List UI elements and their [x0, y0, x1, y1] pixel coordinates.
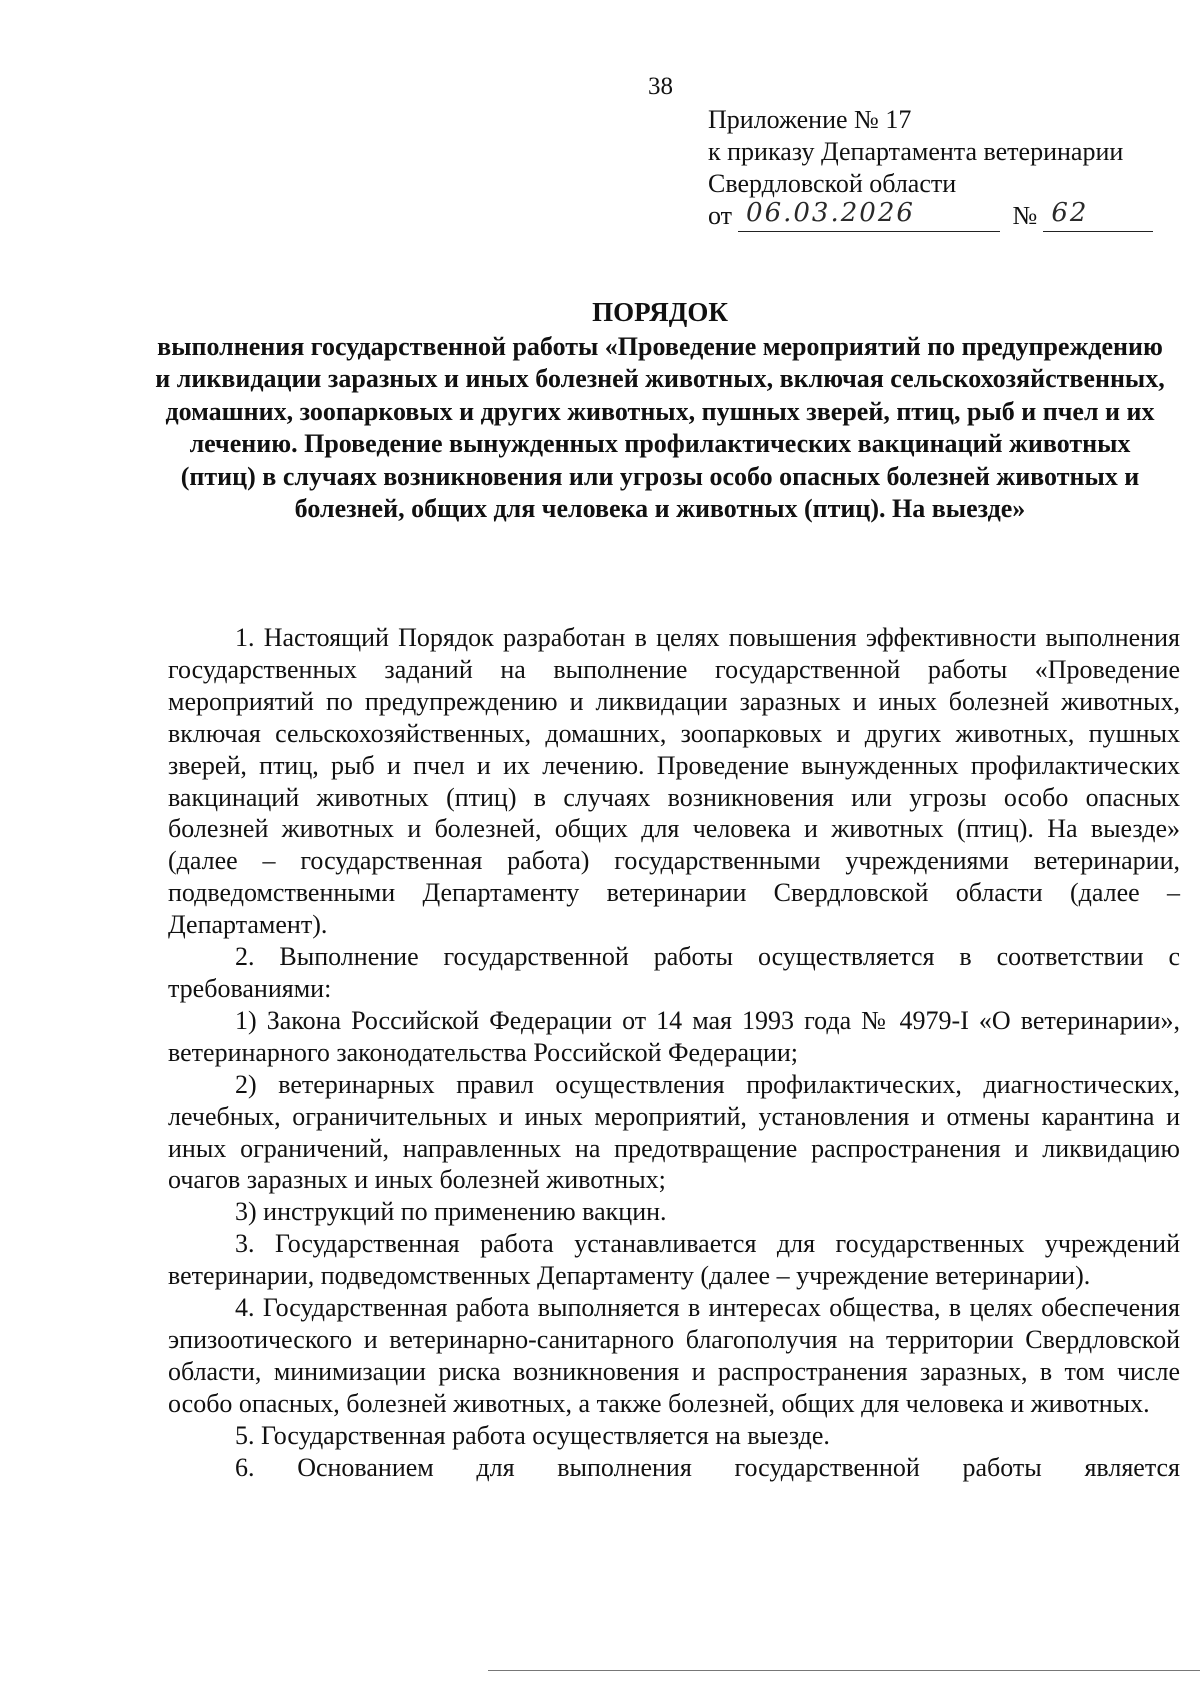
title-subtitle: выполнения государственной работы «Проведение мероприятий по предупреждению и ликвидации заразных и иных болезней животных, включая сельскохозяйственных, домашних, зоопарковых и других животных, пушных зверей, птиц, рыб и пчел и их лечению. Проведение вынужденных профилактических вакцинаций животных (птиц) в случаях возникновения или угрозы особо опасных болезней животных и болезней, общих для человека и животных (птиц). На выезде»: [155, 331, 1165, 523]
paragraph-6: 6. Основанием для выполнения государственной работы является: [235, 1452, 1180, 1482]
paragraph-2: 2. Выполнение государственной работы осуществляется в соответствии с требованиями:: [168, 942, 1180, 1003]
order-date-number-row: [708, 200, 1178, 232]
handwritten-number: 62: [1051, 198, 1089, 228]
handwritten-date: 06.03.2026: [746, 198, 915, 228]
page-number: 38: [648, 73, 673, 100]
paragraph-2-2: 2) ветеринарных правил осуществления профилактических, диагностических, лечебных, ограничительных и иных мероприятий, установления и отмены карантина и иных ограничений, направленных на предотвращение распространения и ликвидацию очагов заразных и иных болезней животных;: [168, 1069, 1180, 1195]
document-title: [150, 296, 1170, 526]
paragraph-2-3: 3) инструкций по применению вакцин.: [235, 1197, 667, 1227]
number-line: [1043, 198, 1153, 232]
date-prefix: от: [708, 201, 733, 230]
title-main: ПОРЯДОК: [592, 297, 728, 327]
number-prefix: №: [1012, 201, 1038, 230]
document-body: [168, 622, 1180, 1483]
paragraph-4: 4. Государственная работа выполняется в интересах общества, в целях обеспечения эпизоотического и ветеринарно-санитарного благополучия на территории Свердловской области, минимизации риска возникновения и распространения заразных, в том числе особо опасных, болезней животных, а также болезней, общих для человека и животных.: [168, 1293, 1180, 1418]
appendix-region: Свердловской области: [708, 169, 957, 198]
paragraph-2-1: 1) Закона Российской Федерации от 14 мая 1993 года № 4979-I «О ветеринарии», ветеринарного законодательства Российской Федерации;: [168, 1005, 1180, 1067]
date-line: [738, 198, 1000, 232]
paragraph-1: 1. Настоящий Порядок разработан в целях повышения эффективности выполнения государственных заданий на выполнение государственной работы «Проведение мероприятий по предупреждению и ликвидации заразных и иных болезней животных, включая сельскохозяйственных, домашних, зоопарковых и других животных, пушных зверей, птиц, рыб и пчел и их лечению. Проведение вынужденных профилактических вакцинаций животных (птиц) в случаях возникновения или угрозы особо опасных болезней животных и болезней, общих для человека и животных (птиц). На выезде» (далее – государственная работа) государственными учреждениями ветеринарии, подведомственными Департаменту ветеринарии Свердловской области (далее – Департамент).: [168, 623, 1180, 940]
paragraph-3: 3. Государственная работа устанавливается для государственных учреждений ветеринарии, подведомственных Департаменту (далее – учреждение ветеринарии).: [168, 1229, 1180, 1291]
paragraph-5: 5. Государственная работа осуществляется на выезде.: [235, 1420, 830, 1450]
appendix-title: Приложение № 17: [708, 105, 912, 134]
footer-divider: [488, 1670, 1200, 1671]
appendix-order-ref: к приказу Департамента ветеринарии: [708, 137, 1124, 166]
appendix-block: [708, 104, 1178, 232]
